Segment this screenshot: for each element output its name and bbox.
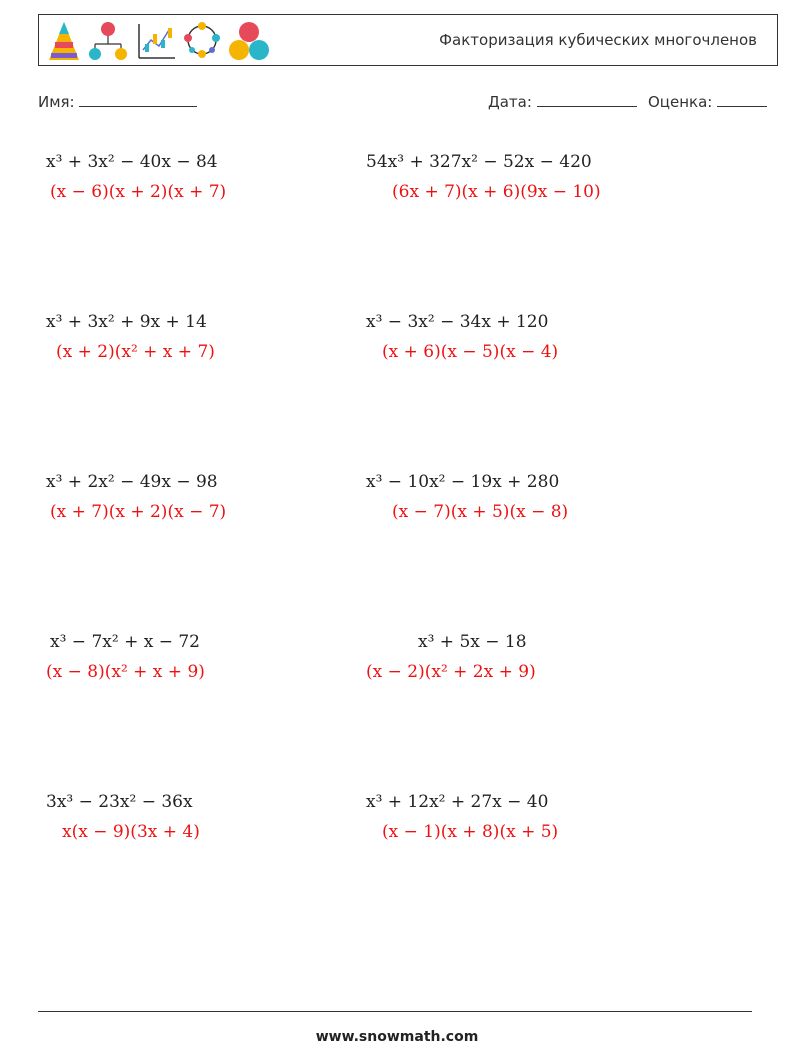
date-label: Дата:	[488, 93, 532, 111]
problem-2-expression: 54x³ + 327x² − 52x − 420	[366, 152, 592, 172]
problem-7-expression: x³ − 7x² + x − 72	[50, 632, 200, 652]
worksheet-header	[38, 14, 778, 66]
problem-7-answer: (x − 8)(x² + x + 9)	[46, 662, 205, 682]
pyramid-icon	[45, 20, 83, 62]
grade-blank[interactable]	[717, 92, 767, 107]
problem-4-expression: x³ − 3x² − 34x + 120	[366, 312, 549, 332]
footer-website[interactable]: www.snowmath.com	[315, 1029, 479, 1045]
problem-8-answer: (x − 2)(x² + 2x + 9)	[366, 662, 536, 682]
problem-5-expression: x³ + 2x² − 49x − 98	[46, 472, 218, 492]
problem-4-answer: (x + 6)(x − 5)(x − 4)	[382, 342, 559, 362]
problem-9-expression: 3x³ − 23x² − 36x	[46, 792, 193, 812]
logo-icons	[43, 20, 273, 62]
problem-6-answer: (x − 7)(x + 5)(x − 8)	[392, 502, 569, 522]
numbered-circles-icon	[227, 20, 271, 62]
date-field	[488, 92, 637, 111]
name-blank[interactable]	[79, 92, 197, 107]
people-circle-icon	[181, 20, 223, 62]
candlestick-chart-icon	[135, 20, 177, 62]
worksheet-title: Факторизация кубических многочленов	[439, 31, 757, 49]
grade-label: Оценка:	[648, 93, 713, 111]
problem-10-expression: x³ + 12x² + 27x − 40	[366, 792, 549, 812]
name-field	[38, 92, 197, 111]
problem-5-answer: (x + 7)(x + 2)(x − 7)	[50, 502, 227, 522]
problem-3-expression: x³ + 3x² + 9x + 14	[46, 312, 207, 332]
problem-8-expression: x³ + 5x − 18	[418, 632, 527, 652]
problem-1-expression: x³ + 3x² − 40x − 84	[46, 152, 218, 172]
date-blank[interactable]	[537, 92, 637, 107]
problem-1-answer: (x − 6)(x + 2)(x + 7)	[50, 182, 227, 202]
problem-3-answer: (x + 2)(x² + x + 7)	[56, 342, 215, 362]
problem-6-expression: x³ − 10x² − 19x + 280	[366, 472, 560, 492]
problem-10-answer: (x − 1)(x + 8)(x + 5)	[382, 822, 559, 842]
problem-9-answer: x(x − 9)(3x + 4)	[62, 822, 200, 842]
problem-2-answer: (6x + 7)(x + 6)(9x − 10)	[392, 182, 601, 202]
tree-diagram-icon	[87, 20, 129, 62]
footer-divider	[38, 1011, 752, 1012]
grade-field	[648, 92, 767, 111]
name-label: Имя:	[38, 93, 75, 111]
